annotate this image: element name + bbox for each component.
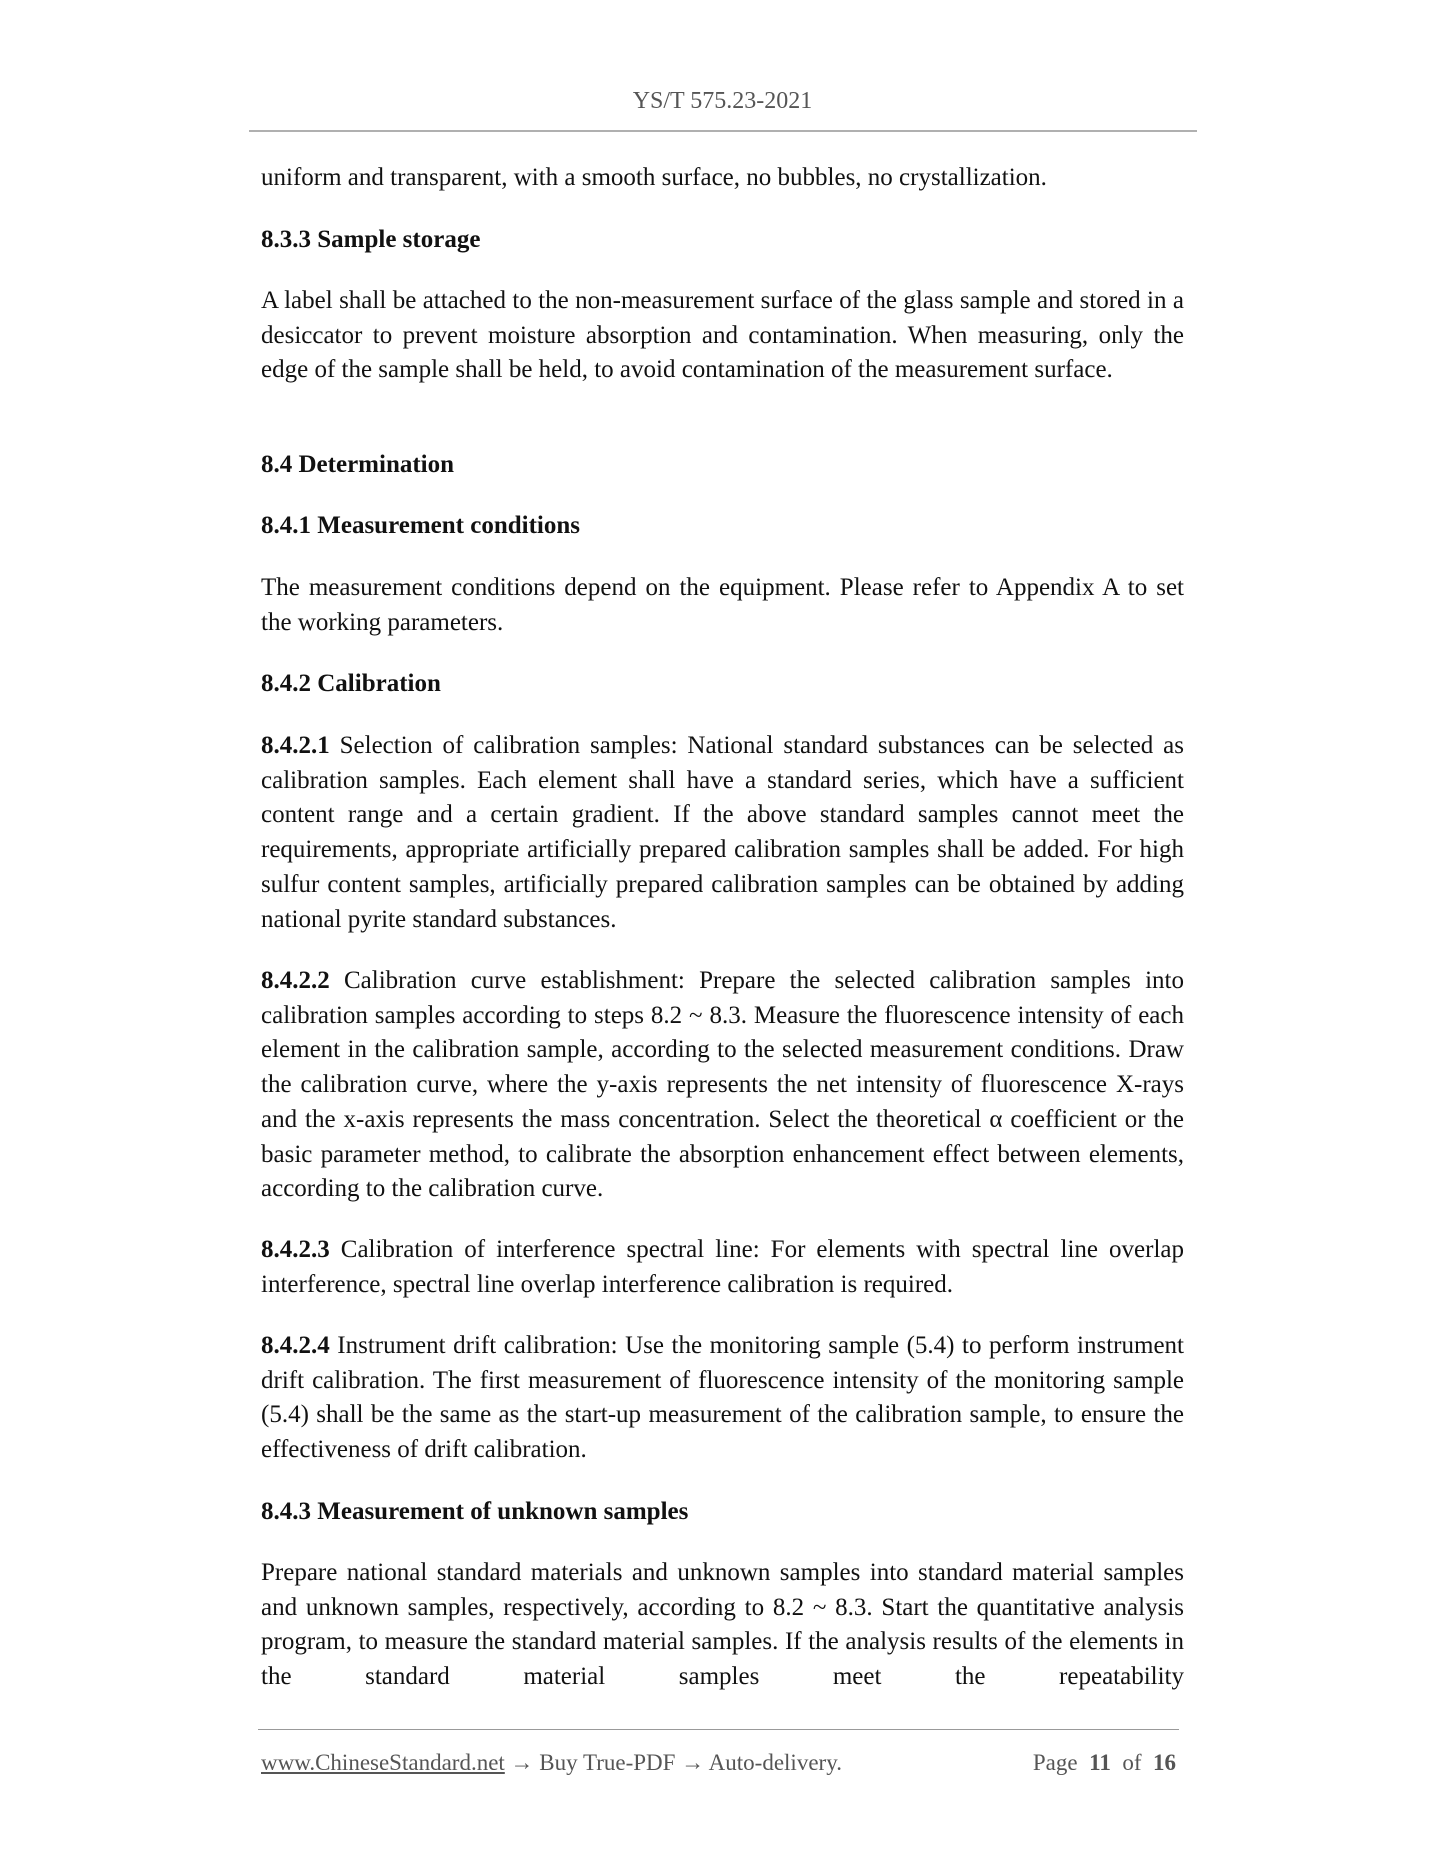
- clause-number: 8.4.2.3: [261, 1236, 330, 1263]
- intro-line: uniform and transparent, with a smooth surface, no bubbles, no crystallization.: [261, 164, 1047, 191]
- heading-8-4-3: 8.4.3 Measurement of unknown samples: [261, 1498, 689, 1525]
- paragraph-8-4-2-2: [261, 964, 1184, 1207]
- heading-8-4-2: 8.4.2 Calibration: [261, 670, 441, 697]
- paragraph-8-4-1: The measurement conditions depend on the equipment. Please refer to Appendix A to set the working parameters.: [261, 574, 1184, 636]
- page-label: Page: [1032, 1750, 1078, 1775]
- clause-text: Instrument drift calibration: Use the monitoring sample (5.4) to perform instrument drift calibration. The first measurement of fluorescence intensity of the monitoring sample (5.4) shall be the same as the start-up measurement of the calibration sample, to ensure the effectiveness of drift calibration.: [261, 1332, 1184, 1464]
- page-indicator: [1033, 1748, 1176, 1778]
- website-link[interactable]: www.ChineseStandard.net: [261, 1750, 505, 1775]
- footer-rule: [258, 1729, 1179, 1730]
- paragraph-8-3-3: A label shall be attached to the non-measurement surface of the glass sample and stored in a desiccator to prevent moisture absorption and contamination. When measuring, only the edge of the sample shall be held, to avoid contamination of the measurement surface.: [261, 287, 1184, 384]
- footer-step-buy: Buy True-PDF: [539, 1750, 676, 1775]
- heading-8-4: 8.4 Determination: [261, 451, 455, 478]
- arrow-right-icon: →: [681, 1750, 705, 1775]
- page-current: 11: [1089, 1750, 1111, 1775]
- paragraph-8-4-2-4: [261, 1329, 1184, 1468]
- footer-step-delivery: Auto-delivery.: [708, 1750, 842, 1775]
- clause-text: Selection of calibration samples: National standard substances can be selected as calibration samples. Each element shall have a standard series, which have a sufficient content range and a certain gradient. If the above standard samples cannot meet the requirements, appropriate artificially prepared calibration samples shall be added. For high sulfur content samples, artificially prepared calibration samples can be obtained by adding national pyrite standard substances.: [261, 732, 1184, 933]
- footer: [261, 1748, 1176, 1778]
- paragraph-8-4-2-1: [261, 729, 1184, 937]
- document-id-header: YS/T 575.23-2021: [632, 88, 813, 114]
- arrow-right-icon: →: [510, 1750, 534, 1775]
- clause-number: 8.4.2.4: [261, 1332, 330, 1359]
- clause-number: 8.4.2.1: [261, 732, 330, 759]
- header-rule: [249, 130, 1197, 132]
- page-of-label: of: [1122, 1750, 1142, 1775]
- clause-number: 8.4.2.2: [261, 967, 330, 994]
- clause-text: Calibration of interference spectral line: For elements with spectral line overlap interference, spectral line overlap interference calibration is required.: [261, 1236, 1184, 1298]
- paragraph-8-4-2-3: [261, 1233, 1184, 1302]
- heading-8-3-3: 8.3.3 Sample storage: [261, 226, 481, 253]
- page-total: 16: [1153, 1750, 1176, 1775]
- heading-8-4-1: 8.4.1 Measurement conditions: [261, 512, 580, 539]
- clause-text: Calibration curve establishment: Prepare the selected calibration samples into calibration samples according to steps 8.2 ~ 8.3. Measure the fluorescence intensity of each element in the calibration sample, according to the selected measurement conditions. Draw the calibration curve, where the y-axis represents the net intensity of fluorescence X-rays and the x-axis represents the mass concentration. Select the theoretical α coefficient or the basic parameter method, to calibrate the absorption enhancement effect between elements, according to the calibration curve.: [261, 967, 1184, 1203]
- paragraph-8-4-3: Prepare national standard materials and unknown samples into standard material samples and unknown samples, respectively, according to 8.2 ~ 8.3. Start the quantitative analysis program, to measure the standard material samples. If the analysis results of the elements in the standard material samples meet the repeatability: [261, 1559, 1184, 1691]
